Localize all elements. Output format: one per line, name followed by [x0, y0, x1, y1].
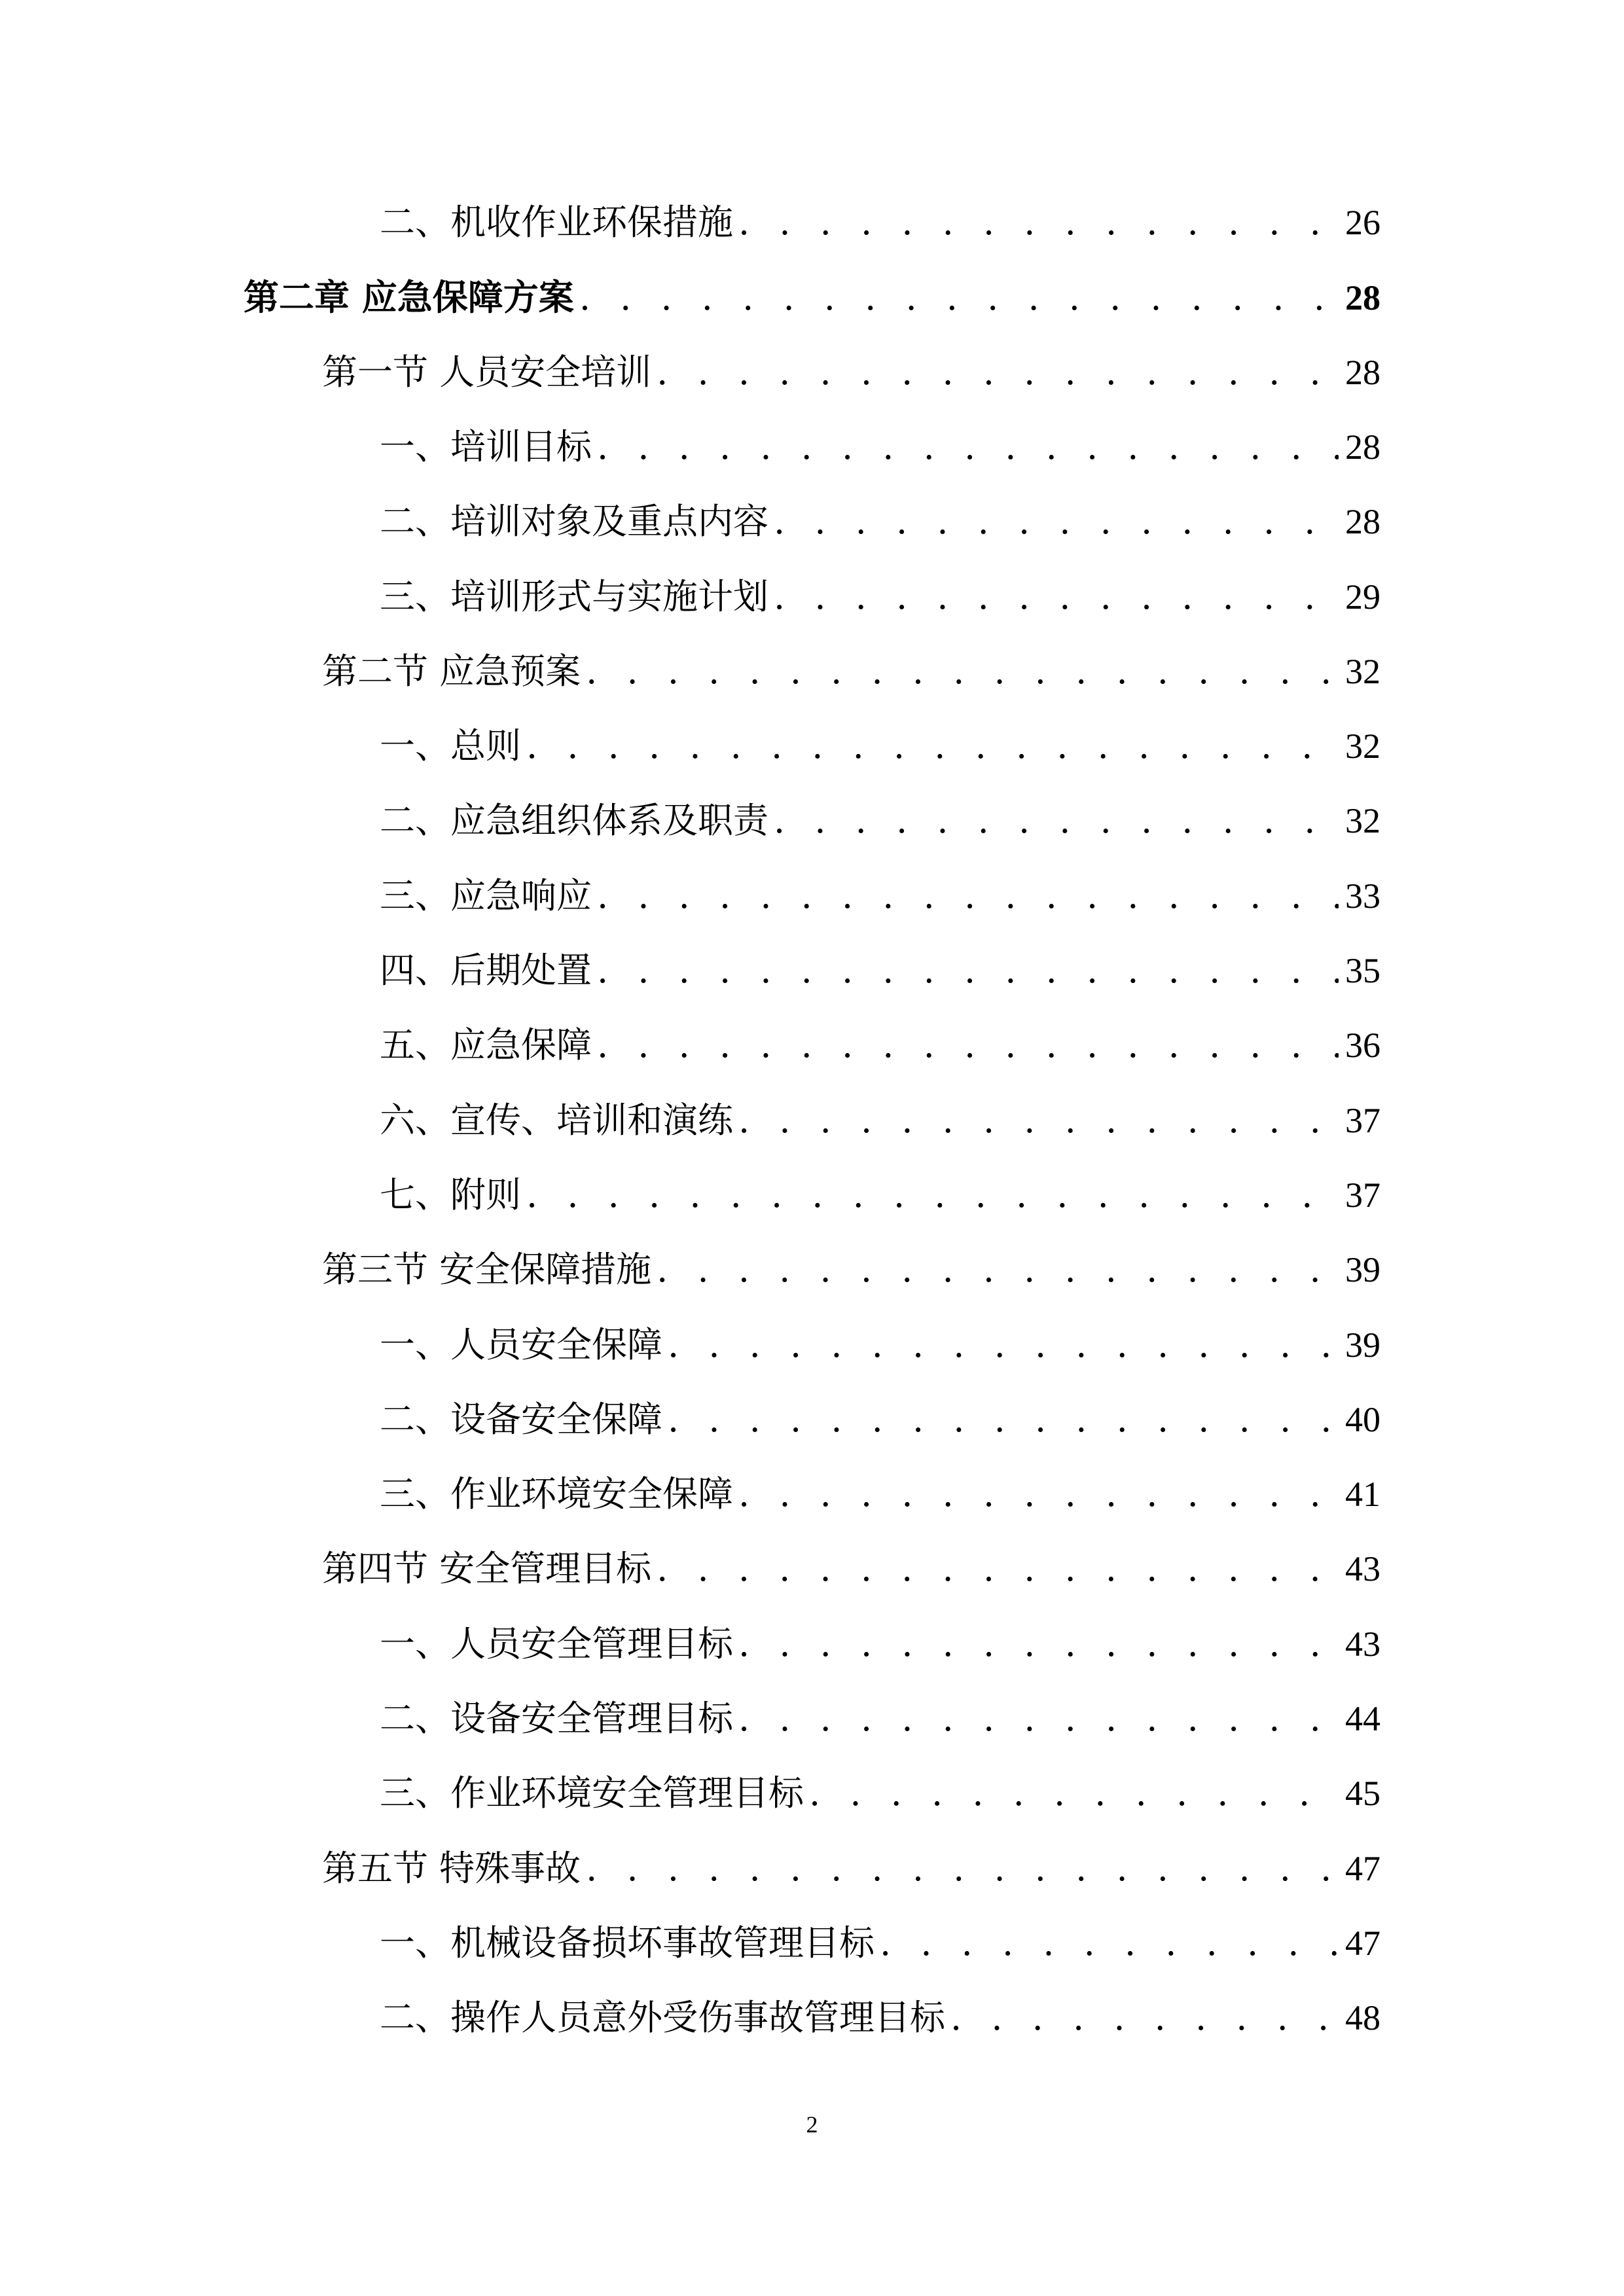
- toc-entry-page-number: 35: [1345, 951, 1380, 990]
- toc-entry[interactable]: [380, 870, 1380, 922]
- toc-dot-leader: [738, 1468, 1339, 1520]
- toc-entry-page-number: 29: [1345, 577, 1380, 617]
- toc-dot-leader: [774, 495, 1339, 548]
- toc-entry-title: 一、总则: [380, 725, 521, 766]
- toc-entry-page-number: 44: [1345, 1699, 1380, 1738]
- toc-dot-leader: [668, 1319, 1339, 1371]
- toc-entry-page-number: 41: [1345, 1475, 1380, 1514]
- toc-dot-leader: [738, 196, 1339, 249]
- toc-entry-page-number: 32: [1345, 801, 1380, 840]
- toc-entry[interactable]: [380, 1468, 1380, 1520]
- toc-entry-title: 一、人员安全管理目标: [380, 1623, 733, 1664]
- toc-entry-title: 第二节 应急预案: [322, 651, 581, 692]
- toc-entry-title: 第四节 安全管理目标: [322, 1548, 652, 1589]
- toc-dot-leader: [586, 645, 1339, 698]
- toc-entry-title: 第五节 特殊事故: [322, 1848, 581, 1889]
- toc-entry[interactable]: [380, 1618, 1380, 1670]
- toc-entry-page-number: 47: [1345, 1924, 1380, 1963]
- toc-entry-title: 七、附则: [380, 1174, 521, 1215]
- toc-entry-title: 六、宣传、培训和演练: [380, 1100, 733, 1141]
- toc-entry[interactable]: [380, 720, 1380, 772]
- toc-dot-leader: [738, 1618, 1339, 1670]
- toc-entry-page-number: 28: [1345, 353, 1380, 392]
- toc-dot-leader: [657, 346, 1339, 399]
- toc-entry-page-number: 40: [1345, 1400, 1380, 1439]
- toc-entry[interactable]: [322, 1842, 1380, 1895]
- toc-entry-title: 三、作业环境安全保障: [380, 1473, 733, 1515]
- toc-dot-leader: [526, 1169, 1339, 1221]
- toc-entry[interactable]: [380, 795, 1380, 847]
- toc-entry[interactable]: [244, 271, 1380, 323]
- toc-entry-page-number: 36: [1345, 1026, 1380, 1065]
- toc-entry[interactable]: [322, 1244, 1380, 1296]
- toc-entry-title: 第一节 人员安全培训: [322, 351, 652, 393]
- toc-entry-page-number: 32: [1345, 726, 1380, 766]
- toc-entry-title: 三、培训形式与实施计划: [380, 576, 768, 617]
- toc-entry-page-number: 48: [1345, 1998, 1380, 2037]
- toc-entry-title: 一、培训目标: [380, 426, 592, 467]
- toc-entry[interactable]: [380, 421, 1380, 473]
- toc-entry-title: 五、应急保障: [380, 1024, 592, 1066]
- toc-entry[interactable]: [322, 1543, 1380, 1595]
- toc-entry-title: 二、应急组织体系及职责: [380, 800, 768, 841]
- toc-entry-title: 三、应急响应: [380, 875, 592, 916]
- toc-entry-page-number: 43: [1345, 1624, 1380, 1664]
- toc-entry-title: 第三节 安全保障措施: [322, 1249, 652, 1290]
- toc-dot-leader: [597, 944, 1339, 997]
- toc-entry-page-number: 37: [1345, 1101, 1380, 1140]
- toc-entry-page-number: 28: [1345, 278, 1380, 317]
- toc-entry[interactable]: [380, 1019, 1380, 1071]
- toc-dot-leader: [657, 1543, 1339, 1595]
- toc-entry-page-number: 26: [1345, 203, 1380, 242]
- toc-entry[interactable]: [380, 1169, 1380, 1221]
- toc-entry-page-number: 43: [1345, 1549, 1380, 1588]
- toc-entry-title: 第二章 应急保障方案: [244, 276, 574, 318]
- toc-entry[interactable]: [380, 1992, 1380, 2044]
- toc-dot-leader: [597, 421, 1339, 473]
- toc-entry[interactable]: [322, 346, 1380, 399]
- toc-entry-page-number: 47: [1345, 1849, 1380, 1888]
- toc-dot-leader: [880, 1917, 1339, 1969]
- toc-dot-leader: [774, 571, 1339, 623]
- toc-dot-leader: [809, 1767, 1339, 1820]
- toc-entry-page-number: 39: [1345, 1325, 1380, 1365]
- toc-entry-page-number: 45: [1345, 1774, 1380, 1813]
- toc-entry[interactable]: [380, 1319, 1380, 1371]
- toc-entry-page-number: 32: [1345, 652, 1380, 691]
- toc-entry-title: 二、操作人员意外受伤事故管理目标: [380, 1997, 945, 2038]
- toc-dot-leader: [597, 1019, 1339, 1071]
- toc-entry[interactable]: [380, 1393, 1380, 1446]
- toc-dot-leader: [738, 1094, 1339, 1147]
- toc-entry[interactable]: [380, 1693, 1380, 1745]
- toc-dot-leader: [738, 1693, 1339, 1745]
- toc-entry[interactable]: [380, 1767, 1380, 1820]
- toc-dot-leader: [950, 1992, 1339, 2044]
- toc-entry[interactable]: [380, 571, 1380, 623]
- toc-dot-leader: [774, 795, 1339, 847]
- page-number: 2: [806, 2111, 818, 2138]
- toc-entry[interactable]: [322, 645, 1380, 698]
- toc-entry-title: 一、机械设备损坏事故管理目标: [380, 1922, 875, 1964]
- toc-entry-title: 二、培训对象及重点内容: [380, 501, 768, 542]
- toc-dot-leader: [579, 272, 1339, 324]
- toc-entry-title: 二、机收作业环保措施: [380, 202, 733, 243]
- toc-dot-leader: [586, 1842, 1339, 1895]
- toc-entry-title: 三、作业环境安全管理目标: [380, 1772, 804, 1814]
- toc-entry[interactable]: [380, 196, 1380, 249]
- toc-entry-page-number: 28: [1345, 427, 1380, 467]
- toc-entry[interactable]: [380, 944, 1380, 997]
- toc-entry[interactable]: [380, 1094, 1380, 1147]
- toc-entry-title: 二、设备安全保障: [380, 1399, 662, 1440]
- toc-dot-leader: [668, 1393, 1339, 1446]
- toc-entry-title: 一、人员安全保障: [380, 1324, 662, 1365]
- toc-dot-leader: [657, 1244, 1339, 1296]
- toc-entry-title: 二、设备安全管理目标: [380, 1698, 733, 1739]
- toc-entry-page-number: 28: [1345, 502, 1380, 541]
- toc-dot-leader: [526, 720, 1339, 772]
- toc-entry[interactable]: [380, 495, 1380, 548]
- toc-entry[interactable]: [380, 1917, 1380, 1969]
- toc-entry-page-number: 37: [1345, 1175, 1380, 1215]
- toc-entry-page-number: 39: [1345, 1250, 1380, 1289]
- toc-dot-leader: [597, 870, 1339, 922]
- toc-entry-page-number: 33: [1345, 876, 1380, 916]
- toc-entry-title: 四、后期处置: [380, 950, 592, 991]
